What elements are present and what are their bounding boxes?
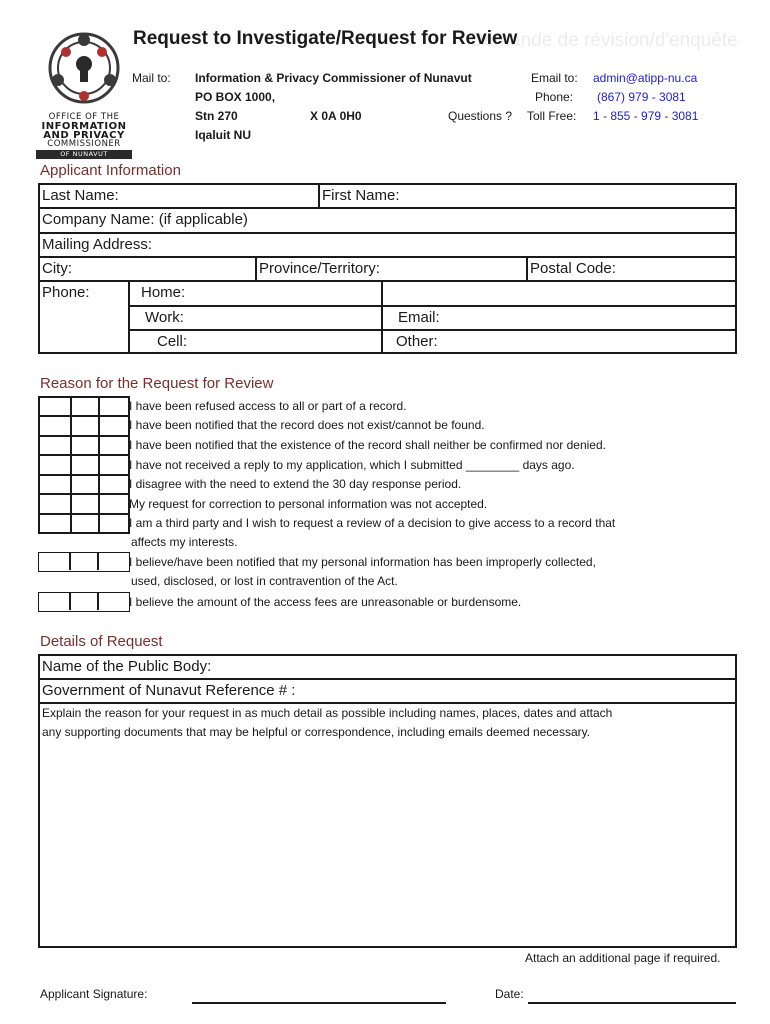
- email-link[interactable]: admin@atipp-nu.ca: [593, 71, 698, 85]
- reason-item-7-cont: affects my interests.: [131, 535, 238, 549]
- public-body-field[interactable]: Name of the Public Body:: [42, 658, 212, 675]
- reason-item-4[interactable]: I have not received a reply to my application, which I submitted ________ days ago.: [129, 458, 575, 472]
- home-phone-field[interactable]: Home:: [141, 284, 186, 301]
- reason-checkbox-9[interactable]: [38, 592, 130, 612]
- company-name-field[interactable]: Company Name: (if applicable): [42, 211, 248, 228]
- details-heading: Details of Request: [40, 633, 163, 650]
- attach-note: Attach an additional page if required.: [525, 951, 721, 965]
- last-name-field[interactable]: Last Name:: [42, 187, 119, 204]
- reasons-heading: Reason for the Request for Review: [40, 375, 274, 392]
- signature-line[interactable]: [192, 1002, 446, 1004]
- reason-item-3[interactable]: I have been notified that the existence of the record shall neither be confirmed nor denied.: [129, 438, 606, 452]
- office-logo: [36, 28, 132, 158]
- date-line[interactable]: [528, 1002, 736, 1004]
- logo-line-3: AND PRIVACY: [43, 130, 125, 141]
- date-label: Date:: [495, 987, 524, 1001]
- reason-checkbox-grid: [38, 396, 130, 534]
- address-line-4: Iqaluit NU: [195, 128, 251, 142]
- reason-item-2[interactable]: I have been notified that the record does not exist/cannot be found.: [129, 418, 485, 432]
- phone-number: (867) 979 - 3081: [597, 90, 686, 104]
- mail-to-label: Mail to:: [132, 71, 171, 85]
- other-field[interactable]: Other:: [396, 333, 438, 350]
- reason-item-6[interactable]: My request for correction to personal information was not accepted.: [129, 497, 488, 511]
- page-title: Request to Investigate/Request for Review: [133, 28, 518, 49]
- reference-number-field[interactable]: Government of Nunavut Reference # :: [42, 682, 296, 699]
- work-phone-field[interactable]: Work:: [145, 309, 184, 326]
- logo-line-5: OF NUNAVUT: [36, 150, 132, 159]
- details-textarea[interactable]: [42, 745, 732, 943]
- province-field[interactable]: Province/Territory:: [259, 260, 380, 277]
- address-line-1: Information & Privacy Commissioner of Nunavut: [195, 71, 472, 85]
- mailing-address-field[interactable]: Mailing Address:: [42, 236, 153, 253]
- logo-emblem-icon: [36, 28, 132, 108]
- first-name-field[interactable]: First Name:: [322, 187, 400, 204]
- address-line-3: Stn 270: [195, 109, 238, 123]
- email-field[interactable]: Email:: [398, 309, 440, 326]
- reason-checkbox-8[interactable]: [38, 552, 130, 572]
- reason-item-1[interactable]: I have been refused access to all or part of a record.: [129, 399, 407, 413]
- tollfree-label: Toll Free:: [527, 109, 577, 123]
- applicant-heading: Applicant Information: [40, 162, 181, 179]
- reason-item-8-cont: used, disclosed, or lost in contravention of the Act.: [131, 574, 398, 588]
- reason-item-7[interactable]: I am a third party and I wish to request a review of a decision to give access to a record that: [129, 516, 616, 530]
- address-line-2: PO BOX 1000,: [195, 90, 276, 104]
- reason-item-5[interactable]: I disagree with the need to extend the 30 day response period.: [129, 477, 462, 491]
- cell-phone-field[interactable]: Cell:: [157, 333, 188, 350]
- logo-line-1: OFFICE OF THE: [48, 112, 120, 122]
- ghost-title: Demande de révision/d'enquête: [470, 30, 738, 51]
- signature-label: Applicant Signature:: [40, 987, 148, 1001]
- reason-item-8[interactable]: I believe/have been notified that my personal information has been improperly collected,: [129, 555, 596, 569]
- postal-code-field[interactable]: Postal Code:: [530, 260, 616, 277]
- postal-code-text: X 0A 0H0: [310, 109, 362, 123]
- logo-line-4: COMMISSIONER: [47, 139, 121, 149]
- phone-label: Phone:: [535, 90, 574, 104]
- questions-label: Questions ?: [448, 109, 513, 123]
- email-to-label: Email to:: [531, 71, 578, 85]
- explain-instructions-1: Explain the reason for your request in as much detail as possible including names, places, dates and attach: [42, 706, 613, 720]
- explain-instructions-2: any supporting documents that may be helpful or correspondence, including emails deemed necessary.: [42, 725, 591, 739]
- reason-item-9[interactable]: I believe the amount of the access fees are unreasonable or burdensome.: [129, 595, 522, 609]
- city-field[interactable]: City:: [42, 260, 72, 277]
- phone-label: Phone:: [42, 284, 90, 301]
- logo-line-2: INFORMATION: [41, 121, 127, 132]
- tollfree-number: 1 - 855 - 979 - 3081: [593, 109, 699, 123]
